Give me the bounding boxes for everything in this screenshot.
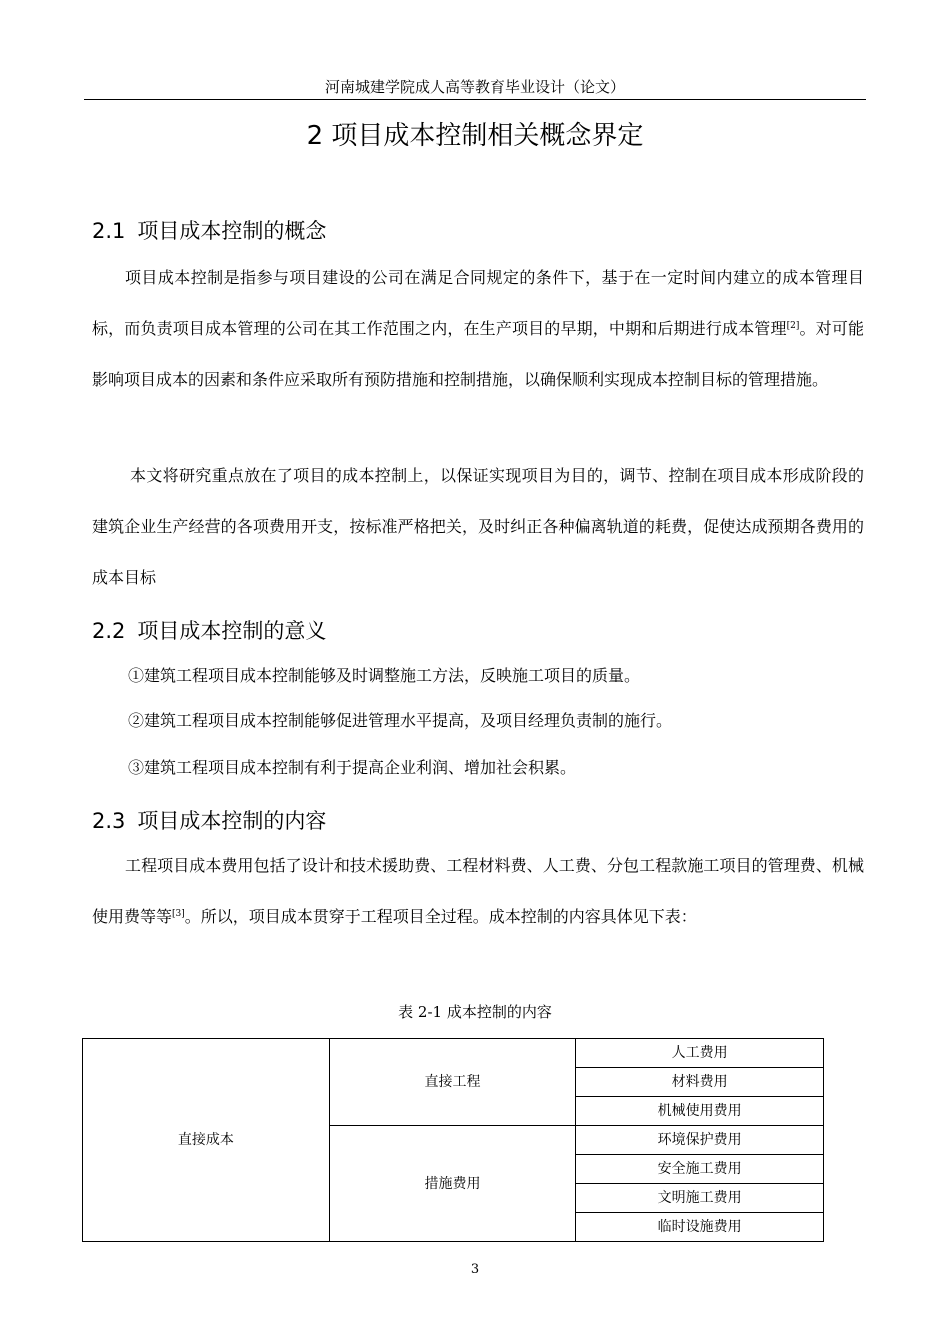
section-number: 2.3: [92, 809, 126, 833]
paragraph-text: 。所以，项目成本贯穿于工程项目全过程。成本控制的内容具体见下表：: [184, 907, 697, 926]
table-cell-item: 环境保护费用: [576, 1126, 824, 1155]
table-row: [83, 1039, 824, 1068]
section-number: 2.2: [92, 619, 126, 643]
page-header: 河南城建学院成人高等教育毕业设计（论文）: [324, 78, 625, 96]
chapter-title: 2 项目成本控制相关概念界定: [306, 121, 644, 151]
table-cell-group: 直接工程: [329, 1039, 576, 1126]
cost-control-table: [82, 1038, 824, 1242]
paragraph-text: 项目成本控制是指参与项目建设的公司在满足合同规定的条件下，基于在一定时间内建立的成本管理目标，而负责项目成本管理的公司在其工作范围之内，在生产项目的早期，中期和后期进行成本管理: [92, 268, 864, 338]
paragraph-text: 工程项目成本费用包括了设计和技术援助费、工程材料费、人工费、分包工程款施工项目的管理费、机械使用费等等: [92, 856, 864, 926]
table-cell-item: 安全施工费用: [576, 1155, 824, 1184]
paragraph-content: [92, 840, 864, 942]
citation: [2]: [786, 321, 800, 331]
list-item: ②建筑工程项目成本控制能够促进管理水平提高，及项目经理负责制的施行。: [128, 711, 673, 730]
section-heading-2-2: [92, 616, 326, 646]
paragraph-focus: 本文将研究重点放在了项目的成本控制上，以保证实现项目为目的，调节、控制在项目成本形成阶段的建筑企业生产经营的各项费用开支，按标准严格把关，及时纠正各种偏离轨道的耗费，促使达成预期各费用的成本目标: [92, 466, 864, 587]
table-cell-item: 材料费用: [576, 1068, 824, 1097]
section-heading-2-3: [92, 806, 326, 836]
table-caption: 表 2-1 成本控制的内容: [398, 1003, 552, 1021]
table-cell-item: 临时设施费用: [576, 1213, 824, 1242]
section-title: 项目成本控制的内容: [137, 809, 327, 833]
table-cell-item: 文明施工费用: [576, 1184, 824, 1213]
citation: [3]: [172, 909, 185, 919]
paragraph-text: 。对可能影响项目成本的因素和条件应采取所有预防措施和控制措施，以确保顺利实现成本控制目标的管理措施。: [92, 319, 864, 389]
section-title: 项目成本控制的概念: [137, 219, 327, 243]
table-cell-category: 直接成本: [83, 1039, 330, 1242]
table-cell-group: 措施费用: [329, 1126, 576, 1242]
section-number: 2.1: [92, 219, 126, 243]
list-item: ①建筑工程项目成本控制能够及时调整施工方法，反映施工项目的质量。: [128, 666, 641, 685]
header-divider: [84, 99, 866, 100]
section-heading-2-1: [92, 216, 326, 246]
section-title: 项目成本控制的意义: [137, 619, 327, 643]
paragraph-concept: [92, 252, 864, 405]
page-number: 3: [470, 1262, 480, 1277]
table-cell-item: 机械使用费用: [576, 1097, 824, 1126]
table-cell-item: 人工费用: [576, 1039, 824, 1068]
list-item: ③建筑工程项目成本控制有利于提高企业利润、增加社会积累。: [128, 758, 577, 777]
